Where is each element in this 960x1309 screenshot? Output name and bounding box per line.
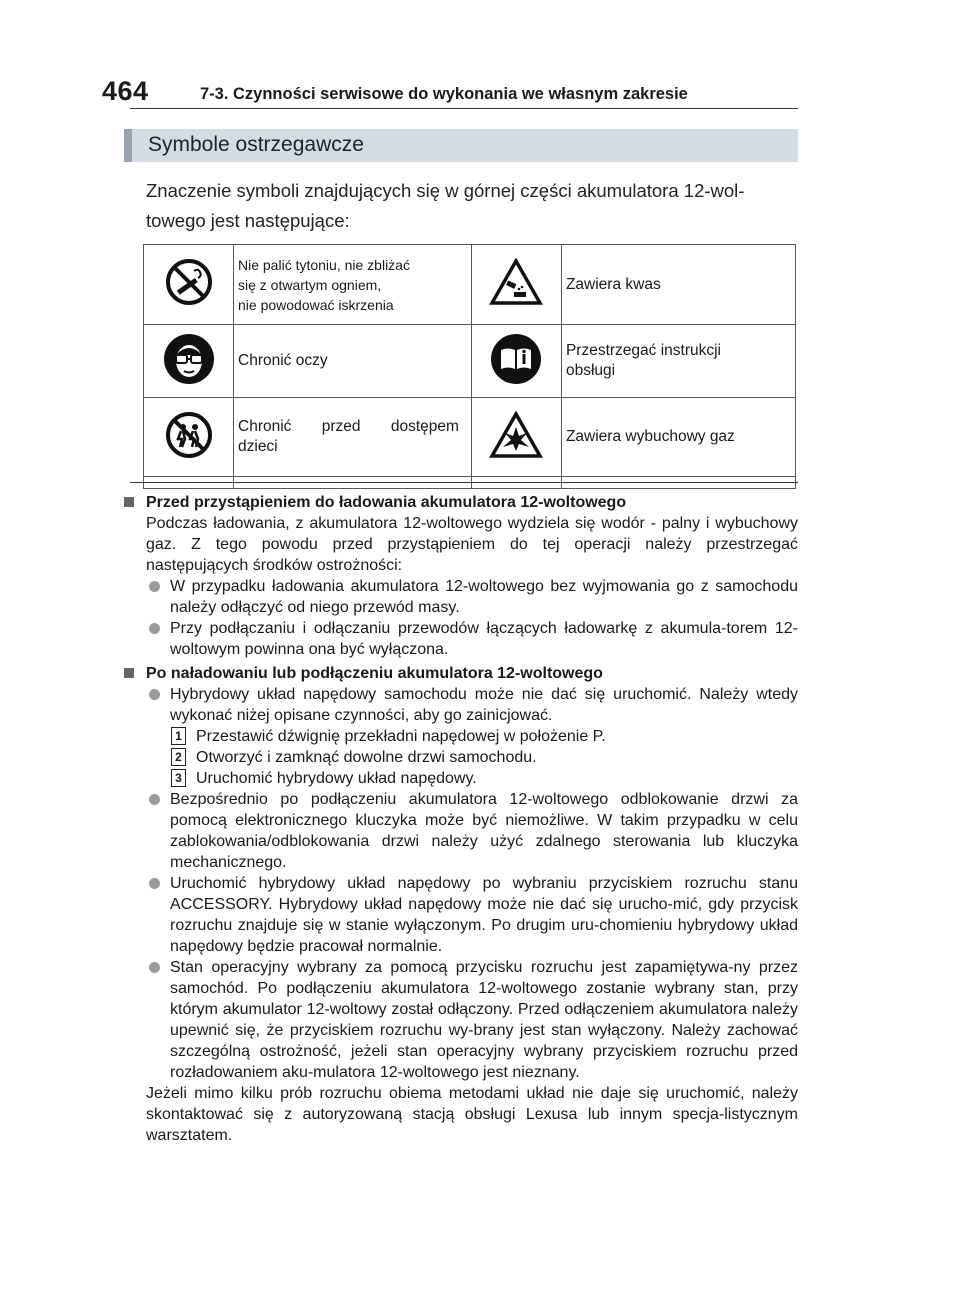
explosive-gas-label: Zawiera wybuchowy gaz — [561, 398, 795, 477]
list-item-text: W przypadku ładowania akumulatora 12-woltowego bez wyjmowania go z samochodu należy odłączyć od niego przewód masy. — [170, 578, 798, 616]
after-heading-text: Po naładowaniu lub podłączeniu akumulatora 12-woltowego — [146, 665, 603, 682]
charging-heading — [124, 492, 798, 513]
symbols-row — [144, 398, 796, 477]
square-bullet-icon — [124, 497, 134, 507]
round-bullet-icon — [149, 794, 160, 805]
keep-away-children-icon — [144, 398, 234, 477]
round-bullet-icon — [149, 581, 160, 592]
section-header-bar — [124, 129, 798, 162]
intro-line-2: towego jest następujące: — [146, 210, 350, 231]
list-item — [124, 684, 798, 726]
list-item-text: Uruchomić hybrydowy układ napędowy po wybraniu przyciskiem rozruchu stanu ACCESSORY. Hybrydowy układ napędowy może nie dać się urucho-mić, gdy przycisk rozruchu znajduje się w stanie wyłączonym. Po drugim uru-chomieniu hybrydowy układ napędowy będzie pracował normalnie. — [170, 875, 798, 955]
list-item — [124, 873, 798, 957]
list-item-text: Stan operacyjny wybrany za pomocą przycisku rozruchu jest zapamiętywa-ny przez samochód. Po podłączeniu akumulatora 12-woltowego zostanie wybrany stan, przy którym akumulator 12-woltowy został odłączony. Przed odłączeniem akumulatora należy upewnić się, że przyciskiem rozruchu wy-brany jest stan wyłączony. Należy zachować szczególną ostrożność, jeżeli stan operacyjny wybrany przyciskiem rozruchu przed rozładowaniem aku-mulatora 12-woltowego jest nieznany. — [170, 959, 798, 1081]
list-item — [124, 789, 798, 873]
step-item — [124, 768, 798, 789]
square-bullet-icon — [124, 668, 134, 678]
eye-protection-icon — [144, 325, 234, 398]
section-title: Symbole ostrzegawcze — [148, 133, 364, 156]
round-bullet-icon — [149, 878, 160, 889]
step-number-badge: 1 — [171, 727, 186, 745]
warning-symbols-table — [143, 244, 796, 489]
manual-label-line-1: Przestrzegać instrukcji — [565, 342, 721, 359]
symbols-row — [144, 325, 796, 398]
manual-label-line-2: obsługi — [565, 362, 616, 379]
symbols-row — [144, 245, 796, 325]
manual-instruction-icon — [471, 325, 561, 398]
step-number-badge: 3 — [171, 769, 186, 787]
intro-text — [146, 176, 806, 236]
children-label-line-1: Chronić przed dostępem — [238, 418, 459, 435]
step-text: Uruchomić hybrydowy układ napędowy. — [196, 770, 477, 787]
list-item — [124, 576, 798, 618]
keep-away-children-label — [234, 398, 472, 477]
step-item — [124, 747, 798, 768]
header-divider — [130, 108, 798, 109]
list-item — [124, 618, 798, 660]
page-number: 464 — [102, 76, 149, 106]
list-item — [124, 957, 798, 1083]
step-text: Przestawić dźwignię przekładni napędowej w położenie P. — [196, 728, 606, 745]
chapter-title: 7-3. Czynności serwisowe do wykonania we własnym zakresie — [200, 85, 688, 103]
no-smoking-label-line-3: nie powodować iskrzenia — [238, 296, 394, 313]
main-content — [124, 492, 798, 1146]
list-item-text: Bezpośrednio po podłączeniu akumulatora 12-woltowego odblokowanie drzwi za pomocą elektronicznego kluczyka może być niemożliwe. W takim przypadku w celu zablokowania/odblokowania drzwi należy użyć zdalnego sterowania lub kluczyka mechanicznego. — [170, 791, 798, 871]
list-item-text: Hybrydowy układ napędowy samochodu może nie dać się uruchomić. Należy wtedy wykonać niżej opisane czynności, aby go zainicjować. — [170, 686, 798, 724]
round-bullet-icon — [149, 962, 160, 973]
acid-label: Zawiera kwas — [561, 245, 795, 325]
list-item-text: Przy podłączaniu i odłączaniu przewodów łączących ładowarkę z akumula-torem 12-woltowym powinna ona być wyłączona. — [170, 620, 798, 658]
step-text: Otworzyć i zamknąć dowolne drzwi samochodu. — [196, 749, 537, 766]
no-smoking-label-line-1: Nie palić tytoniu, nie zbliżać — [238, 256, 410, 273]
section-divider — [130, 482, 798, 483]
explosive-gas-icon — [471, 398, 561, 477]
step-number-badge: 2 — [171, 748, 186, 766]
acid-warning-icon — [471, 245, 561, 325]
round-bullet-icon — [149, 689, 160, 700]
children-label-line-2: dzieci — [238, 438, 278, 455]
after-charging-heading — [124, 663, 798, 684]
closing-paragraph: Jeżeli mimo kilku prób rozruchu obiema metodami układ nie daje się uruchomić, należy skontaktować się z autoryzowaną stacją obsługi Lexusa lub innym specja-listycznym warsztatem. — [146, 1085, 798, 1144]
no-smoking-label-line-2: się z otwartym ogniem, — [238, 276, 382, 293]
charging-heading-text: Przed przystąpieniem do ładowania akumulatora 12-woltowego — [146, 494, 627, 511]
intro-line-1: Znaczenie symboli znajdujących się w górnej części akumulatora 12-wol- — [146, 180, 745, 201]
charging-paragraph: Podczas ładowania, z akumulatora 12-woltowego wydziela się wodór - palny i wybuchowy gaz. Z tego powodu przed przystąpieniem do tej operacji należy przestrzegać następujących środków ostrożności: — [146, 515, 798, 574]
round-bullet-icon — [149, 623, 160, 634]
eye-protection-label: Chronić oczy — [234, 325, 472, 398]
manual-instruction-label — [561, 325, 795, 398]
step-item — [124, 726, 798, 747]
no-smoking-icon — [144, 245, 234, 325]
no-smoking-label — [234, 245, 472, 325]
